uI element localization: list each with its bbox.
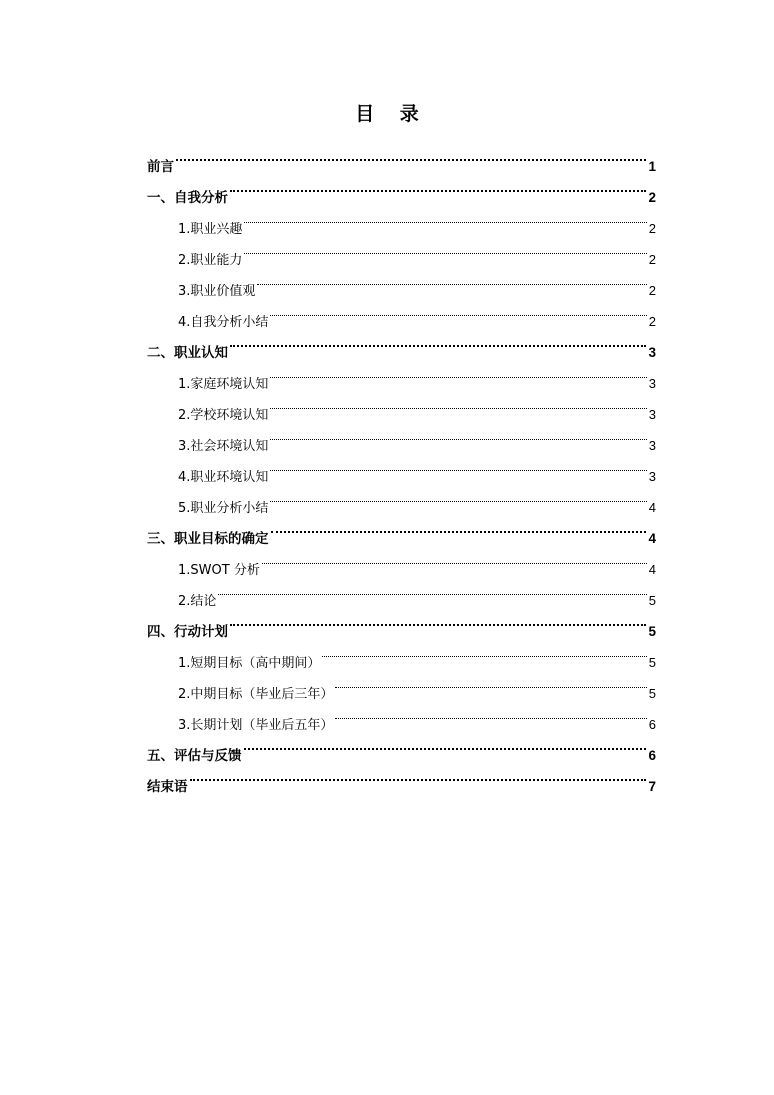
toc-dot-leader [230, 326, 646, 357]
toc-dot-leader [322, 636, 646, 667]
toc-entry-title: 2.学校环境认知 [178, 408, 269, 423]
toc-page-number: 5 [648, 686, 656, 701]
toc-page-number: 4 [648, 562, 656, 577]
toc-dot-leader [270, 295, 646, 326]
toc-page-number: 5 [648, 655, 656, 670]
toc-page-number: 2 [648, 190, 656, 205]
toc-page-number: 2 [648, 314, 656, 329]
toc-entry-title: 1.短期目标（高中期间） [178, 656, 321, 671]
toc-entry-title: 4.职业环境认知 [178, 470, 269, 485]
toc-page-number: 2 [648, 252, 656, 267]
toc-page-number: 3 [648, 407, 656, 422]
toc-entry-title: 一、自我分析 [147, 190, 228, 206]
toc-page-number: 6 [648, 748, 656, 763]
toc-chapter-entry[interactable] [147, 760, 656, 795]
toc-entry-title: 4.自我分析小结 [178, 315, 269, 330]
toc-page-number: 4 [648, 500, 656, 515]
toc-dot-leader [270, 388, 646, 419]
toc-page-number: 7 [648, 779, 656, 794]
toc-entry-title: 四、行动计划 [147, 624, 228, 640]
toc-entry-title: 二、职业认知 [147, 345, 228, 361]
toc-entry-title: 五、评估与反馈 [147, 748, 242, 764]
toc-page-number: 3 [648, 345, 656, 360]
toc-dot-leader [244, 233, 646, 264]
toc-page-number: 5 [648, 593, 656, 608]
table-of-contents [147, 140, 656, 795]
toc-entry-title: 结束语 [147, 779, 188, 795]
toc-dot-leader [271, 512, 647, 543]
toc-entry-title: 1.职业兴趣 [178, 222, 243, 237]
toc-page-number: 6 [648, 717, 656, 732]
toc-title: 目 录 [355, 103, 429, 125]
toc-entry-title: 前言 [147, 159, 174, 175]
toc-entry-title: 5.职业分析小结 [178, 501, 269, 516]
toc-page-number: 1 [648, 159, 656, 174]
toc-dot-leader [270, 419, 646, 450]
toc-dot-leader [257, 264, 646, 295]
toc-dot-leader [176, 140, 646, 171]
toc-page-number: 3 [648, 376, 656, 391]
toc-dot-leader [190, 760, 647, 791]
toc-dot-leader [270, 481, 646, 512]
toc-chapter-entry[interactable] [147, 605, 656, 640]
toc-dot-leader [244, 729, 647, 760]
toc-dot-leader [230, 605, 646, 636]
toc-page-number: 2 [648, 221, 656, 236]
toc-dot-leader [270, 357, 646, 388]
toc-chapter-entry[interactable] [147, 140, 656, 175]
toc-page-number: 4 [648, 531, 656, 546]
toc-entry-title: 3.长期计划（毕业后五年） [178, 718, 334, 733]
toc-page-number: 2 [648, 283, 656, 298]
toc-dot-leader [244, 202, 646, 233]
toc-page-number: 3 [648, 438, 656, 453]
toc-entry-title: 3.职业价值观 [178, 284, 256, 299]
toc-entry-title: 1.家庭环境认知 [178, 377, 269, 392]
toc-dot-leader [335, 698, 646, 729]
toc-dot-leader [335, 667, 646, 698]
toc-entry-title: 1.SWOT 分析 [178, 563, 260, 578]
toc-page-number: 3 [648, 469, 656, 484]
toc-chapter-entry[interactable] [147, 171, 656, 206]
toc-section-entry[interactable] [147, 574, 656, 609]
toc-entry-title: 3.社会环境认知 [178, 439, 269, 454]
toc-entry-title: 2.中期目标（毕业后三年） [178, 687, 334, 702]
toc-page-number: 5 [648, 624, 656, 639]
toc-entry-title: 2.结论 [178, 594, 217, 609]
toc-entry-title: 2.职业能力 [178, 253, 243, 268]
toc-dot-leader [262, 543, 647, 574]
toc-dot-leader [230, 171, 646, 202]
toc-dot-leader [270, 450, 646, 481]
toc-entry-title: 三、职业目标的确定 [147, 531, 269, 547]
toc-dot-leader [218, 574, 646, 605]
